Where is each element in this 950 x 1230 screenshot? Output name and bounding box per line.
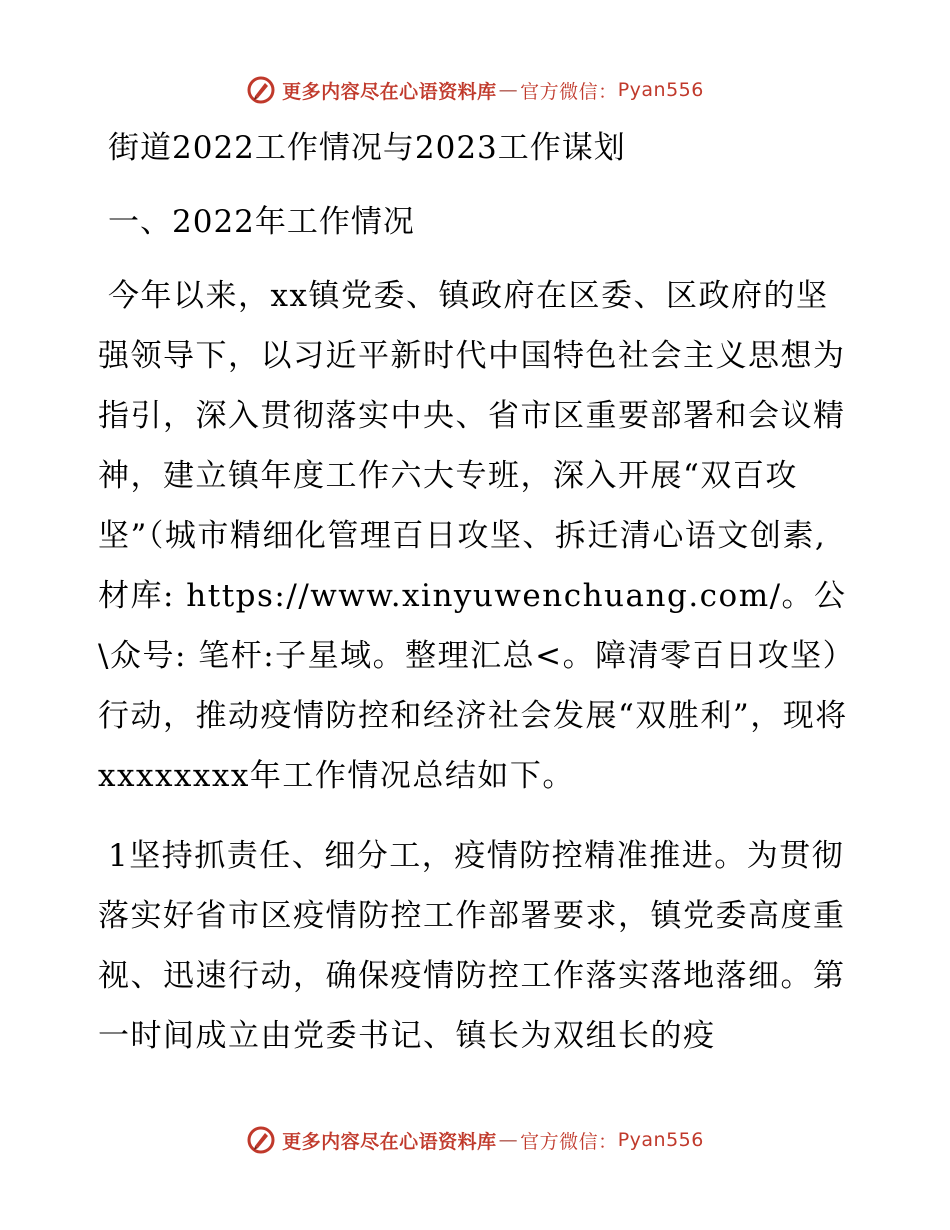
- watermark-main-text: 更多内容尽在心语资料库: [282, 80, 497, 103]
- section-heading: 一、2022年工作情况: [108, 204, 415, 240]
- watermark-dash: —: [498, 1129, 519, 1151]
- watermark-wechat-id: Pyan556: [617, 79, 704, 101]
- document-body: [98, 122, 858, 1066]
- pen-logo-icon: [246, 75, 276, 105]
- paragraph-epidemic: 1坚持抓责任、细分工，疫情防控精准推进。为贯彻落实好省市区疫情防控工作部署要求，镇党委高度重视、迅速行动，确保疫情防控工作落实落地落细。第一时间成立由党委书记、镇长为双组长的疫: [98, 838, 846, 1054]
- watermark-header: [0, 70, 950, 110]
- watermark-footer: [0, 1120, 950, 1160]
- pen-logo-icon: [246, 1125, 276, 1155]
- watermark-main-text: 更多内容尽在心语资料库: [282, 1130, 497, 1153]
- watermark-wechat-id: Pyan556: [617, 1129, 704, 1151]
- document-title: 街道2022工作情况与2023工作谋划: [108, 130, 626, 166]
- watermark-sub-text: 官方微信：: [520, 80, 618, 103]
- watermark-dash: —: [498, 79, 519, 101]
- watermark-sub-text: 官方微信：: [520, 1130, 618, 1153]
- paragraph-intro: 今年以来，xx镇党委、镇政府在区委、区政府的坚强领导下，以习近平新时代中国特色社会主义思想为指引，深入贯彻落实中央、省市区重要部署和会议精神，建立镇年度工作六大专班，深入开展“双百攻坚”（城市精细化管理百日攻坚、拆迁清心语文创素,材库: https://www.xinyuwenchuang.com/。公\众号: 笔杆:子星域。整理汇总<。障清零百日攻坚）行动，推动疫情防控和经济社会发展“双胜利”，现将xxxxxxxx年工作情况总结如下。: [98, 278, 856, 794]
